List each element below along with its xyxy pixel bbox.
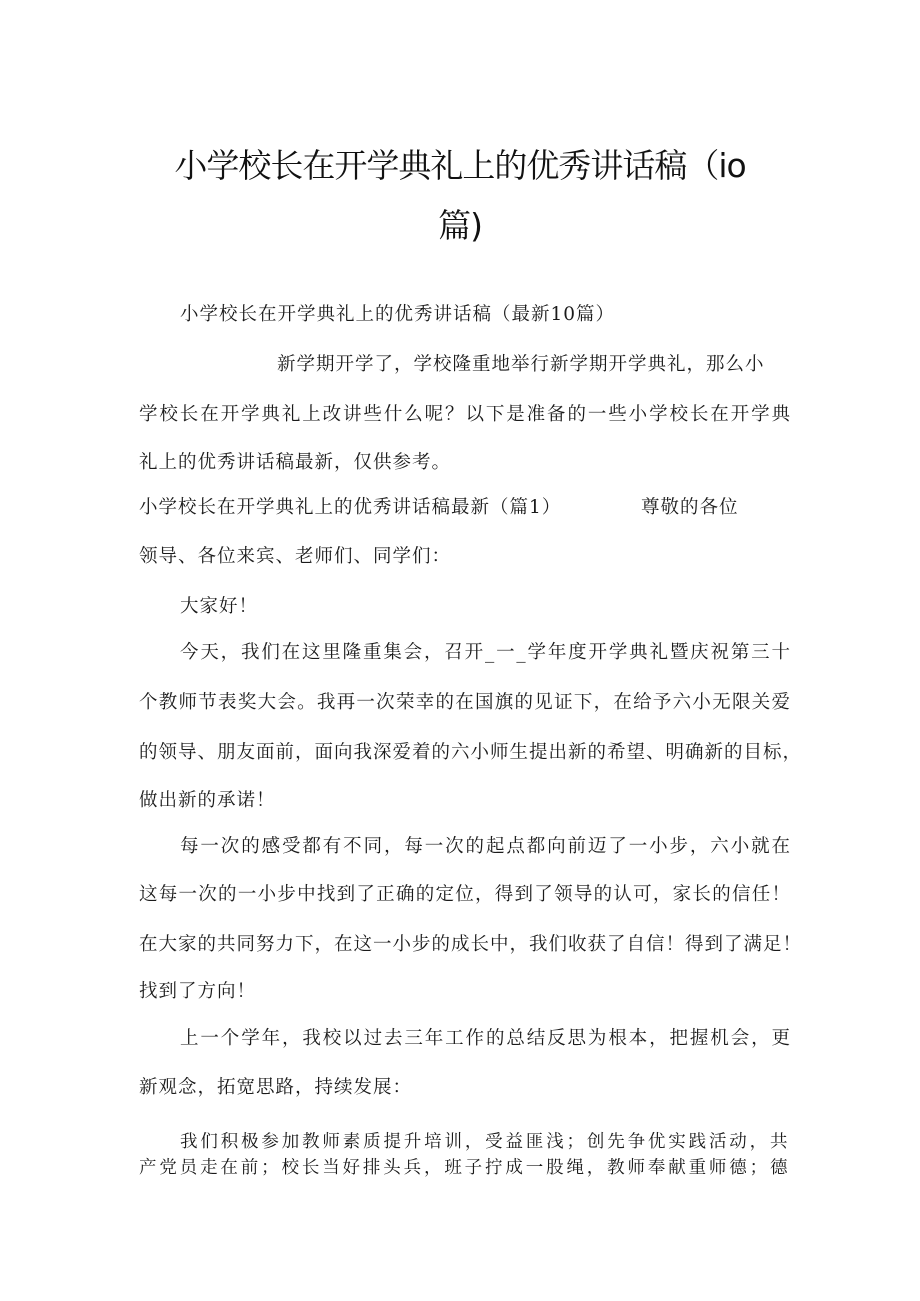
paragraph-line: 上一个学年，我校以过去三年工作的总结反思为根本，把握机会，更 [180, 1028, 791, 1049]
paragraph-line: 产党员走在前；校长当好排头兵，班子拧成一股绳，教师奉献重师德；德 [139, 1158, 788, 1178]
greeting: 大家好！ [180, 596, 259, 617]
salutation-end: 领导、各位来宾、老师们、同学们： [139, 546, 452, 567]
paragraph-line: 做出新的承诺！ [139, 790, 276, 811]
paragraph-line: 我们积极参加教师素质提升培训，受益匪浅；创先争优实践活动，共 [180, 1132, 788, 1152]
salutation-start: 尊敬的各位 [641, 497, 739, 518]
paragraph-line: 的领导、朋友面前，面向我深爱着的六小师生提出新的希望、明确新的目标， [139, 742, 803, 763]
document-title-line-1: 小学校长在开学典礼上的优秀讲话稿（io [174, 146, 746, 185]
paragraph-line: 个教师节表奖大会。我再一次荣幸的在国旗的见证下，在给予六小无限关爱 [139, 692, 791, 713]
document-title-line-2: 篇) [438, 206, 482, 245]
paragraph-line: 新观念，拓宽思路，持续发展： [139, 1077, 413, 1098]
paragraph-line: 今天，我们在这里隆重集会，召开_一_学年度开学典礼暨庆祝第三十 [180, 642, 791, 663]
paragraph-line: 每一次的感受都有不同，每一次的起点都向前迈了一小步，六小就在 [180, 836, 791, 857]
intro-line: 礼上的优秀讲话稿最新，仅供参考。 [139, 452, 452, 473]
paragraph-line: 在大家的共同努力下，在这一小步的成长中，我们收获了自信！得到了满足！ [139, 934, 803, 955]
paragraph-line: 这每一次的一小步中找到了正确的定位，得到了领导的认可，家长的信任！ [139, 884, 791, 905]
document-subtitle: 小学校长在开学典礼上的优秀讲话稿（最新10篇） [180, 304, 616, 325]
intro-line: 学校长在开学典礼上改讲些什么呢？以下是准备的一些小学校长在开学典 [139, 404, 791, 425]
intro-line: 新学期开学了，学校隆重地举行新学期开学典礼，那么小 [277, 354, 765, 375]
paragraph-line: 找到了方向！ [139, 981, 257, 1002]
section-heading: 小学校长在开学典礼上的优秀讲话稿最新（篇1） [139, 497, 562, 518]
